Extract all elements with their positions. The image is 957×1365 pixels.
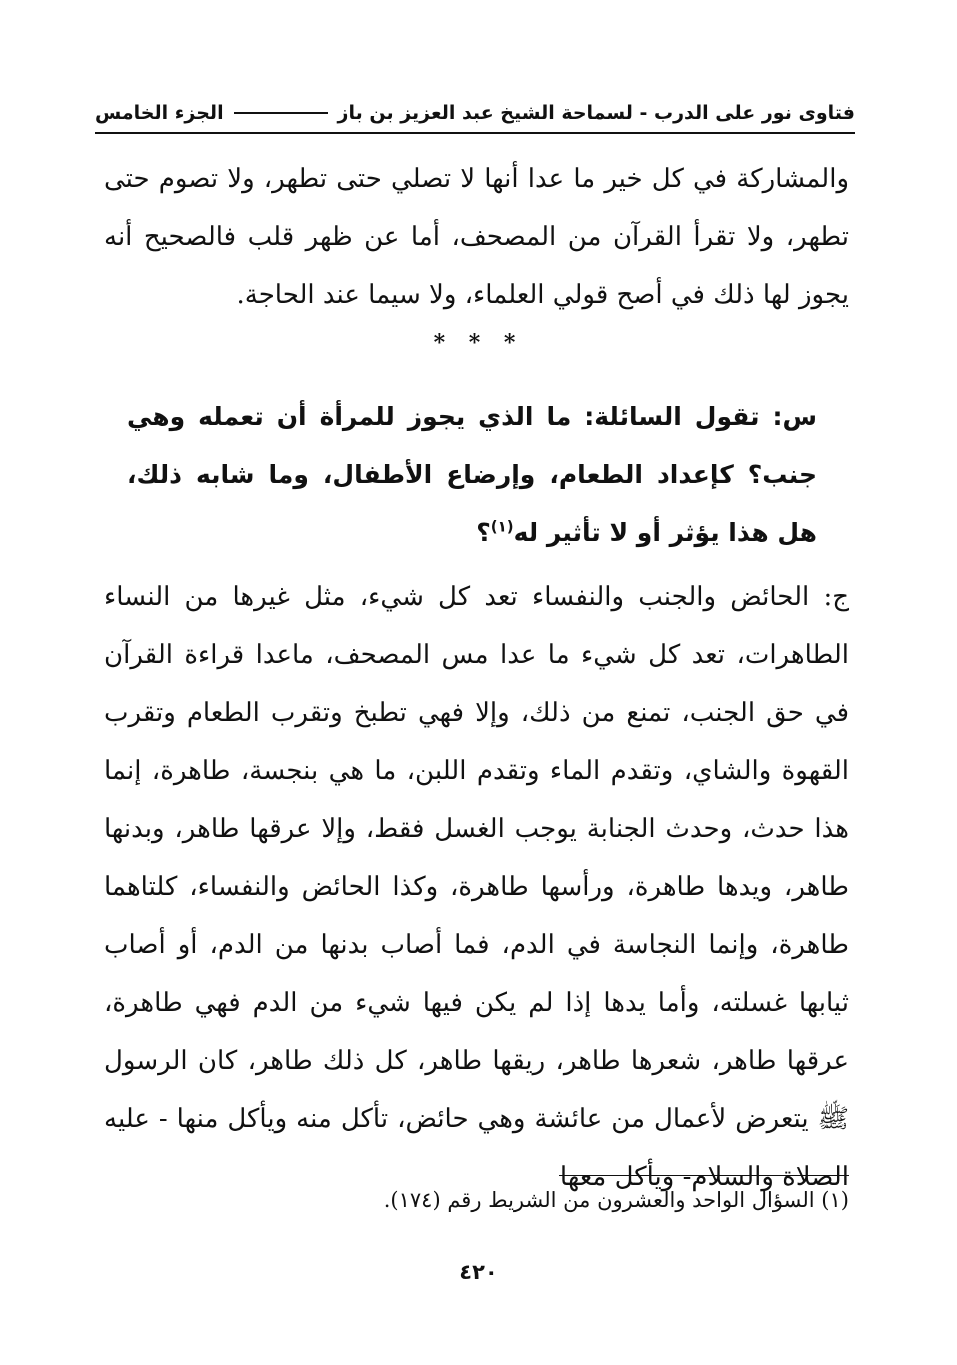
book-title: فتاوى نور على الدرب - لسماحة الشيخ عبد العزيز بن باز bbox=[337, 102, 855, 124]
question-block bbox=[127, 388, 817, 562]
header-rule bbox=[234, 112, 328, 114]
volume-label: الجزء الخامس bbox=[95, 102, 224, 124]
section-separator: * * * bbox=[433, 330, 524, 356]
continued-paragraph: والمشاركة في كل خير ما عدا أنها لا تصلي حتى تطهر، ولا تصوم حتى تطهر، ولا تقرأ القرآن من المصحف، أما عن ظهر قلب فالصحيح أنه يجوز لها ذلك في أصح قولي العلماء، ولا سيما عند الحاجة. bbox=[104, 164, 849, 310]
answer-text: الحائض والجنب والنفساء تعد كل شيء، مثل غيرها من النساء الطاهرات، تعد كل شيء ما عدا مس المصحف، ماعدا قراءة القرآن في حق الجنب، تمنع من ذلك، وإلا فهي تطبخ وتقرب الطعام وتقرب القهوة والشاي، وتقدم الماء وتقدم اللبن، ما هي بنجسة، طاهرة، إنما هذا حدث، وحدث الجنابة يوجب الغسل فقط، وإلا عرقها طاهر، وبدنها طاهر، ويدها طاهرة، ورأسها طاهرة، وكذا الحائض والنفساء، كلتاهما طاهرة، وإنما النجاسة في الدم، فما أصاب بدنها من الدم، أو أصاب ثيابها غسلته، وأما يدها إذا لم يكن فيها شيء من الدم فهي طاهرة، عرقها طاهر، شعرها طاهر، ريقها طاهر، كل ذلك طاهر، كان الرسول ﷺ يتعرض لأعمال من عائشة وهي حائض، تأكل منه ويأكل منها - عليه الصلاة والسلام- ويأكل معها bbox=[104, 582, 849, 1192]
page-number: ٤٢٠ bbox=[459, 1260, 498, 1284]
running-header bbox=[95, 98, 855, 134]
footnote-reference: (١) bbox=[490, 517, 514, 536]
question-label: س: bbox=[772, 402, 817, 431]
footnote-rule bbox=[559, 1175, 849, 1176]
footnote: (١) السؤال الواحد والعشرون من الشريط رقم (١٧٤). bbox=[383, 1188, 849, 1212]
answer-block bbox=[104, 568, 849, 1206]
question-text: تقول السائلة: ما الذي يجوز للمرأة أن تعمله وهي جنب؟ كإعداد الطعام، وإرضاع الأطفال، وما شابه ذلك، هل هذا يؤثر أو لا تأثير له bbox=[127, 402, 817, 547]
answer-label: ج: bbox=[823, 582, 849, 612]
question-end-mark: ؟ bbox=[476, 518, 491, 547]
